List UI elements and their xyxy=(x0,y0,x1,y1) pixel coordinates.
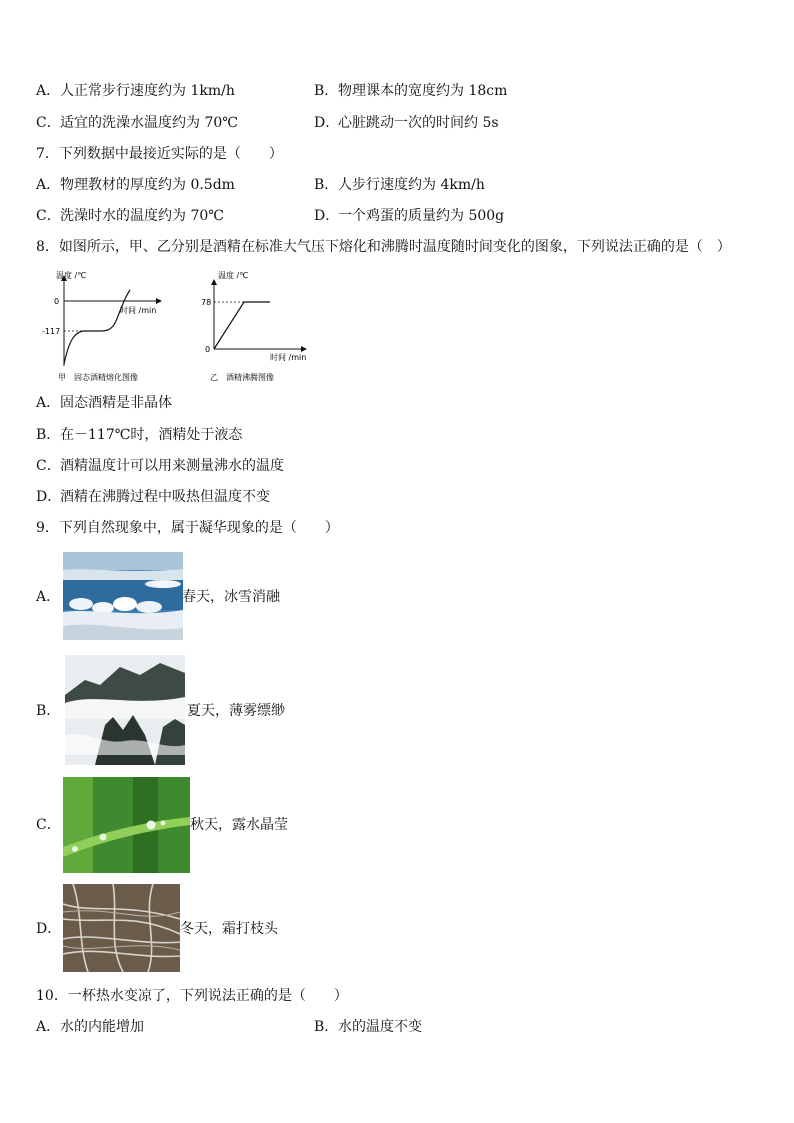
option-label: A． xyxy=(36,177,61,193)
photo-frost-branches xyxy=(63,884,180,972)
q10-stem: 10．一杯热水变凉了，下列说法正确的是（ ） xyxy=(36,988,348,1004)
q7-option-d xyxy=(314,206,504,226)
photo-melting-snow xyxy=(63,552,183,640)
q8-option-d xyxy=(36,487,270,507)
graph-boiling-curve xyxy=(214,302,270,349)
option-label: C． xyxy=(36,208,61,224)
option-label: C． xyxy=(36,115,61,131)
option-text: 在－117℃时，酒精处于液态 xyxy=(60,427,243,443)
option-text: 物理课本的宽度约为 18cm xyxy=(338,83,508,99)
q9-option-a-label: A． xyxy=(36,589,61,605)
q6-option-d xyxy=(314,113,499,133)
option-label: B． xyxy=(36,427,61,443)
graph-melting xyxy=(36,266,166,388)
option-text: 一个鸡蛋的质量约为 500g xyxy=(338,208,505,224)
option-text: 水的内能增加 xyxy=(60,1019,144,1035)
q7-option-c xyxy=(36,206,224,226)
graph-melting-caption: 甲 固态酒精熔化图像 xyxy=(58,373,138,382)
option-text: 洗澡时水的温度约为 70℃ xyxy=(60,208,224,224)
photo-dew-grass xyxy=(63,777,190,873)
option-text: 水的温度不变 xyxy=(338,1019,422,1035)
q8-option-b xyxy=(36,425,242,445)
q7-option-b xyxy=(314,175,485,195)
q6-option-b xyxy=(314,81,507,101)
option-label: B． xyxy=(314,177,339,193)
q6-option-c xyxy=(36,113,238,133)
q10-option-b xyxy=(314,1017,422,1037)
q8-option-c xyxy=(36,456,284,476)
q8-option-a xyxy=(36,393,172,413)
graph-boiling xyxy=(194,266,314,388)
option-text: 心脏跳动一次的时间约 5s xyxy=(338,115,499,131)
q9-option-c-text: 秋天，露水晶莹 xyxy=(190,817,288,833)
q9-option-c-label: C． xyxy=(36,817,61,833)
option-label: A． xyxy=(36,83,61,99)
q9-option-d-text: 冬天，霜打枝头 xyxy=(180,921,278,937)
option-label: B． xyxy=(314,83,339,99)
graph-boiling-caption: 乙 酒精沸腾图像 xyxy=(210,373,274,382)
graph-melting-x-label: 时间 /min xyxy=(120,306,157,315)
option-label: D． xyxy=(314,208,340,224)
graph-melting-y-label: 温度 /℃ xyxy=(56,271,87,280)
q7-option-a xyxy=(36,175,235,195)
q9-option-b-text: 夏天，薄雾缥缈 xyxy=(187,703,285,719)
option-text: 适宜的洗澡水温度约为 70℃ xyxy=(60,115,238,131)
q9-option-d-label: D． xyxy=(36,921,62,937)
option-text: 人正常步行速度约为 1km/h xyxy=(60,83,235,99)
option-text: 酒精在沸腾过程中吸热但温度不变 xyxy=(60,489,270,505)
q7-stem: 7．下列数据中最接近实际的是（ ） xyxy=(36,146,283,162)
q9-option-a-text: 春天，冰雪消融 xyxy=(182,589,280,605)
option-text: 酒精温度计可以用来测量沸水的温度 xyxy=(60,458,284,474)
q6-option-a xyxy=(36,81,235,101)
graph-boiling-tick-zero: 0 xyxy=(205,345,211,354)
option-label: A． xyxy=(36,395,61,411)
q9-option-b-label: B． xyxy=(36,703,61,719)
option-text: 人步行速度约为 4km/h xyxy=(338,177,485,193)
option-text: 物理教材的厚度约为 0.5dm xyxy=(60,177,235,193)
option-label: C． xyxy=(36,458,61,474)
graph-boiling-y-label: 温度 /℃ xyxy=(218,271,249,280)
option-label: D． xyxy=(36,489,62,505)
graph-melting-tick-117: -117 xyxy=(42,327,61,336)
option-label: B． xyxy=(314,1019,339,1035)
q10-option-a xyxy=(36,1017,144,1037)
q9-stem: 9．下列自然现象中，属于凝华现象的是（ ） xyxy=(36,520,339,536)
graph-boiling-tick-78: 78 xyxy=(201,298,212,307)
photo-misty-mountains xyxy=(65,655,185,765)
option-label: A． xyxy=(36,1019,61,1035)
graph-boiling-x-label: 时间 /min xyxy=(270,353,307,362)
q8-stem: 8．如图所示，甲、乙分别是酒精在标准大气压下熔化和沸腾时温度随时间变化的图象，下列说法正确的是（ ） xyxy=(36,239,731,255)
option-text: 固态酒精是非晶体 xyxy=(60,395,172,411)
option-label: D． xyxy=(314,115,340,131)
graph-melting-tick-zero: 0 xyxy=(54,297,60,306)
